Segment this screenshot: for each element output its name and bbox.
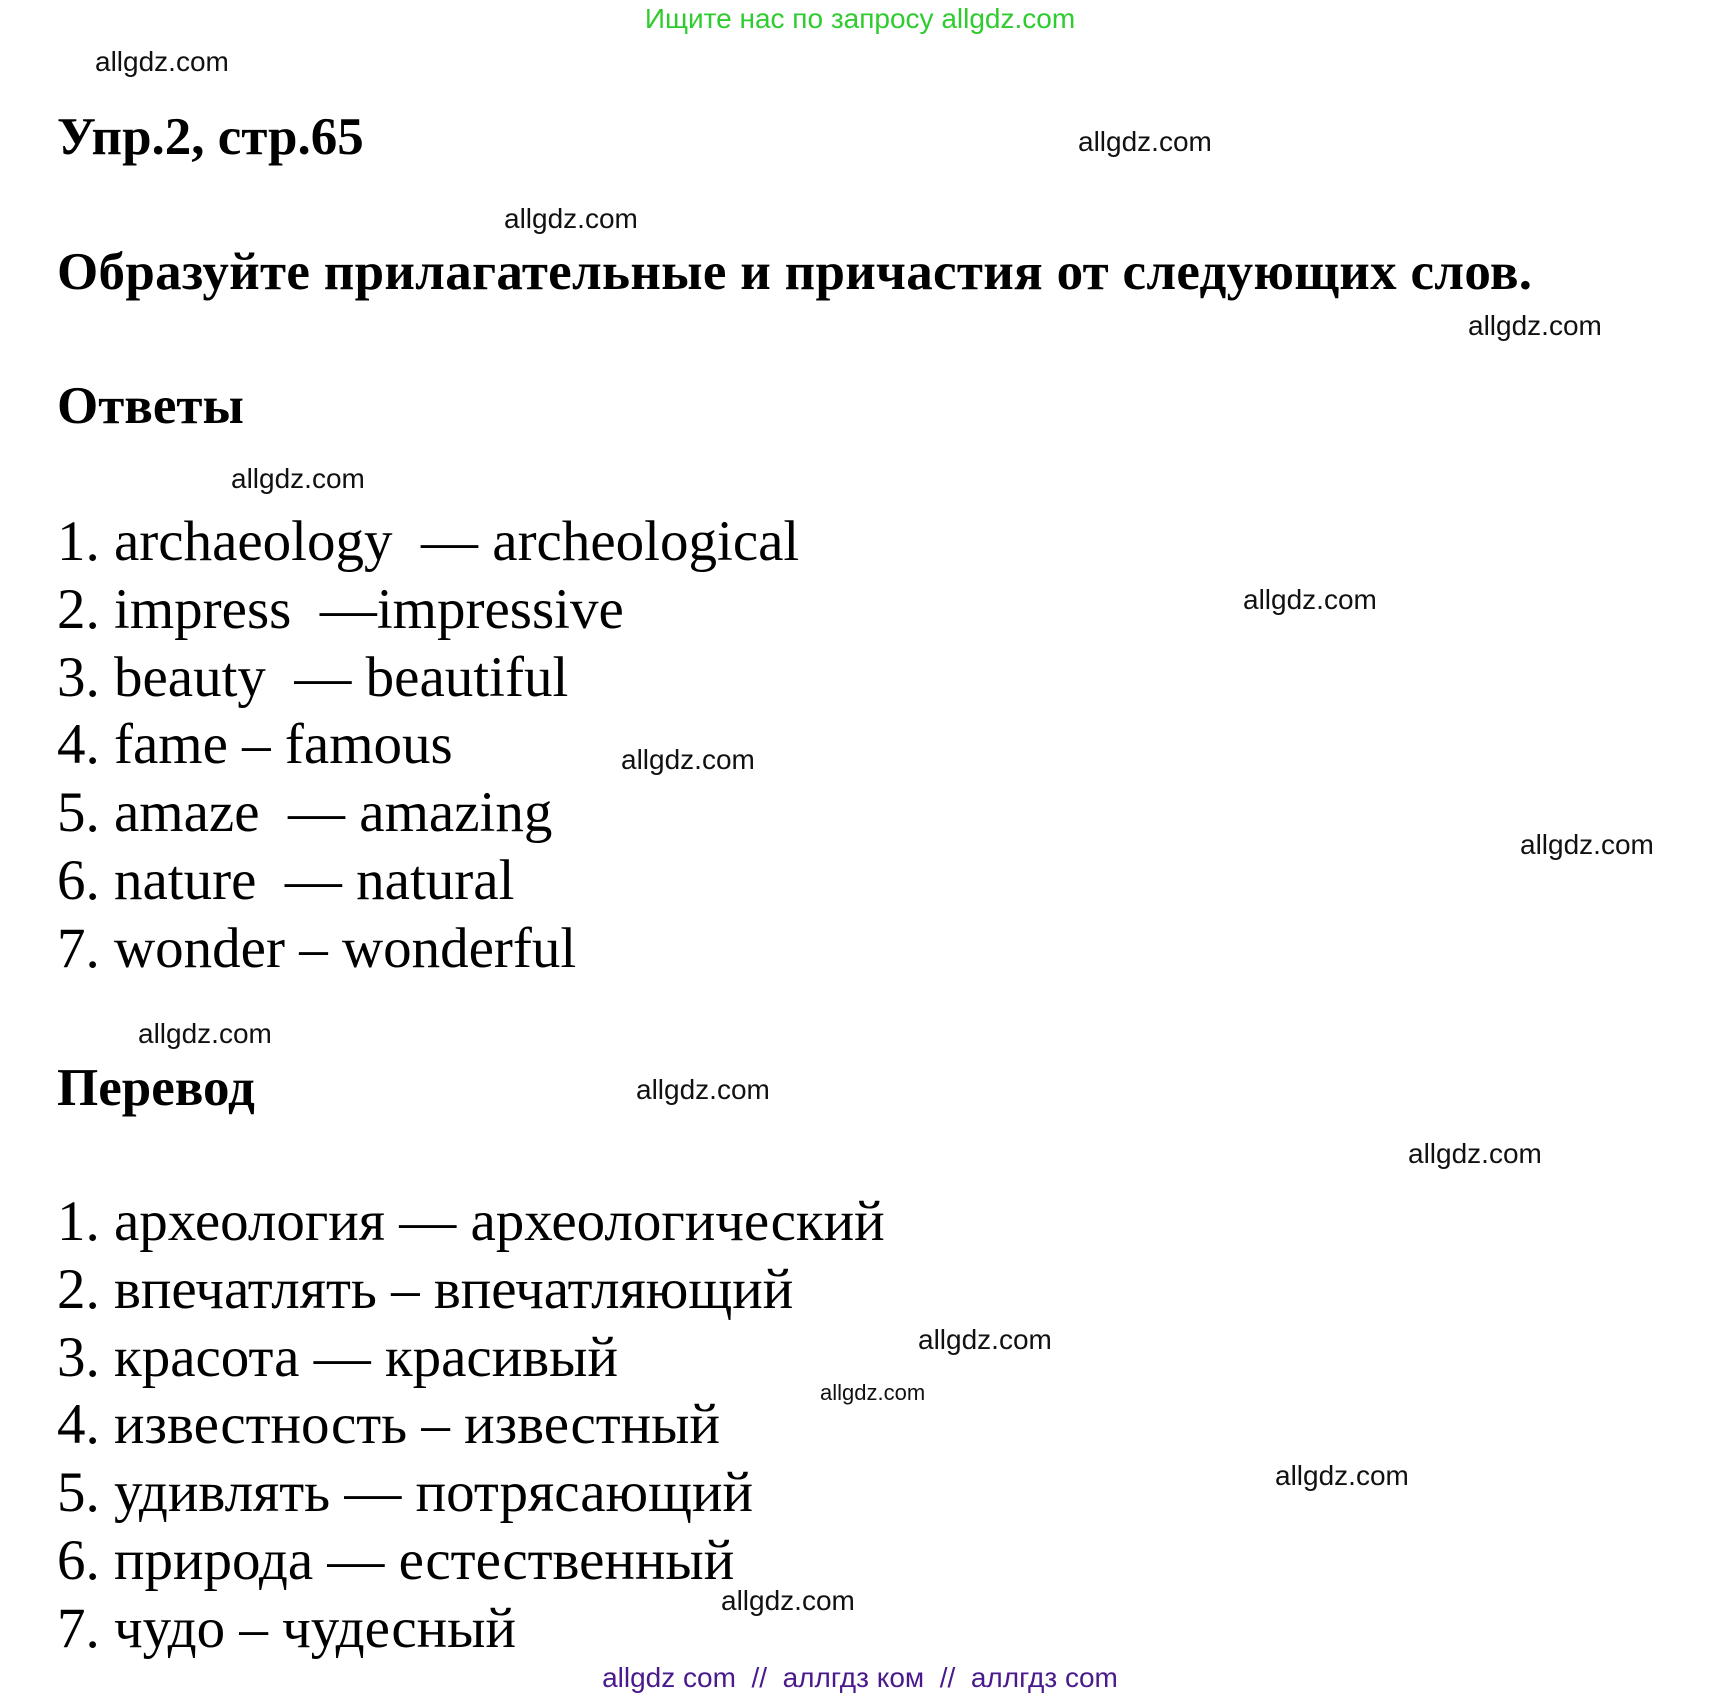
list-item: 5. amaze — amazing [57, 781, 553, 845]
list-item: 6. nature — natural [57, 848, 515, 912]
watermark: allgdz.com [1520, 829, 1654, 860]
watermark: allgdz.com [1408, 1138, 1542, 1169]
answers-list [57, 510, 800, 988]
watermark: allgdz.com [1243, 584, 1377, 615]
list-item: 7. чудо – чудесный [57, 1596, 516, 1660]
answers-heading: Ответы [57, 377, 244, 435]
list-item: 3. beauty — beautiful [57, 645, 569, 709]
translation-list [57, 1190, 885, 1668]
watermark: allgdz.com [138, 1018, 272, 1049]
translation-heading: Перевод [57, 1059, 255, 1117]
list-item: 4. fame – famous [57, 713, 453, 777]
watermark: allgdz.com [95, 46, 229, 77]
list-item: 3. красота — красивый [57, 1325, 618, 1389]
watermark: allgdz.com [636, 1074, 770, 1105]
watermark: allgdz.com [1468, 310, 1602, 341]
watermark: allgdz.com [621, 744, 755, 775]
top-banner: Ищите нас по запросу allgdz.com [644, 3, 1076, 34]
instruction: Образуйте прилагательные и причастия от следующих слов. [57, 243, 1533, 301]
watermark: allgdz.com [1078, 126, 1212, 157]
list-item: 1. archaeology — archeological [57, 510, 800, 573]
watermark: allgdz.com [820, 1380, 926, 1405]
list-item: 2. impress —impressive [57, 577, 624, 641]
footer-watermark: allgdz com // аллгдз ком // аллгдз com [602, 1662, 1118, 1693]
list-item: 2. впечатлять – впечатляющий [57, 1257, 794, 1321]
list-item: 1. археология — археологический [57, 1190, 885, 1253]
list-item: 7. wonder – wonderful [57, 916, 577, 980]
watermark: allgdz.com [231, 463, 365, 494]
list-item: 5. удивлять — потрясающий [57, 1461, 753, 1525]
list-item: 4. известность – известный [57, 1393, 720, 1457]
list-item: 6. природа — естественный [57, 1528, 735, 1592]
watermark: allgdz.com [918, 1324, 1052, 1355]
page-title: Упр.2, стр.65 [57, 108, 364, 166]
watermark: allgdz.com [1275, 1460, 1409, 1491]
watermark: allgdz.com [721, 1585, 855, 1616]
watermark: allgdz.com [504, 203, 638, 234]
